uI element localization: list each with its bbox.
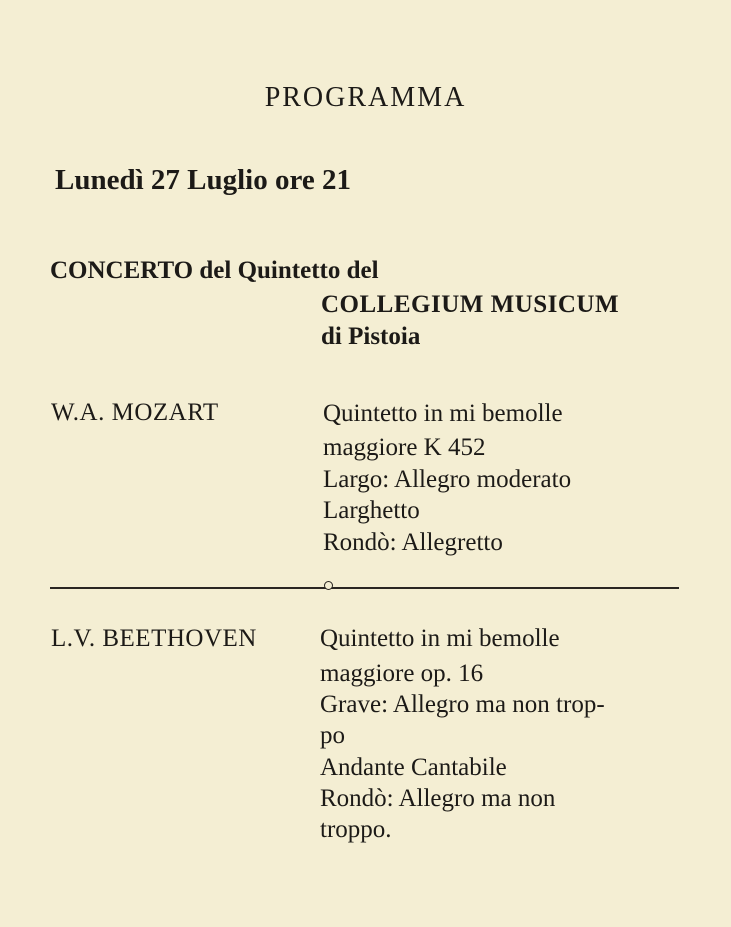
concert-line-1: CONCERTO del Quintetto del	[50, 257, 379, 284]
page-title: PROGRAMMA	[264, 82, 467, 113]
beethoven-movement-2: Andante Cantabile	[320, 754, 507, 781]
ensemble-name: COLLEGIUM MUSICUM	[321, 291, 620, 318]
beethoven-movement-3-cont: troppo.	[320, 816, 392, 843]
mozart-movement-1: Largo: Allegro moderato	[323, 466, 572, 493]
beethoven-work-line-2: maggiore op. 16	[320, 660, 484, 687]
mozart-movement-2: Larghetto	[323, 497, 420, 524]
mozart-work-line-1: Quintetto in mi bemolle	[323, 400, 563, 427]
ensemble-city: di Pistoia	[321, 323, 421, 350]
beethoven-movement-3: Rondò: Allegro ma non	[320, 785, 556, 812]
composer-beethoven: L.V. BEETHOVEN	[51, 625, 257, 652]
composer-mozart: W.A. MOZART	[51, 399, 219, 426]
beethoven-movement-1-cont: po	[320, 722, 345, 749]
section-divider	[50, 587, 679, 589]
divider-ornament	[324, 581, 333, 590]
mozart-movement-3: Rondò: Allegretto	[323, 529, 503, 556]
beethoven-movement-1: Grave: Allegro ma non trop-	[320, 691, 605, 718]
mozart-work-line-2: maggiore K 452	[323, 434, 486, 461]
concert-date: Lunedì 27 Luglio ore 21	[55, 164, 351, 196]
beethoven-work-line-1: Quintetto in mi bemolle	[320, 625, 560, 652]
